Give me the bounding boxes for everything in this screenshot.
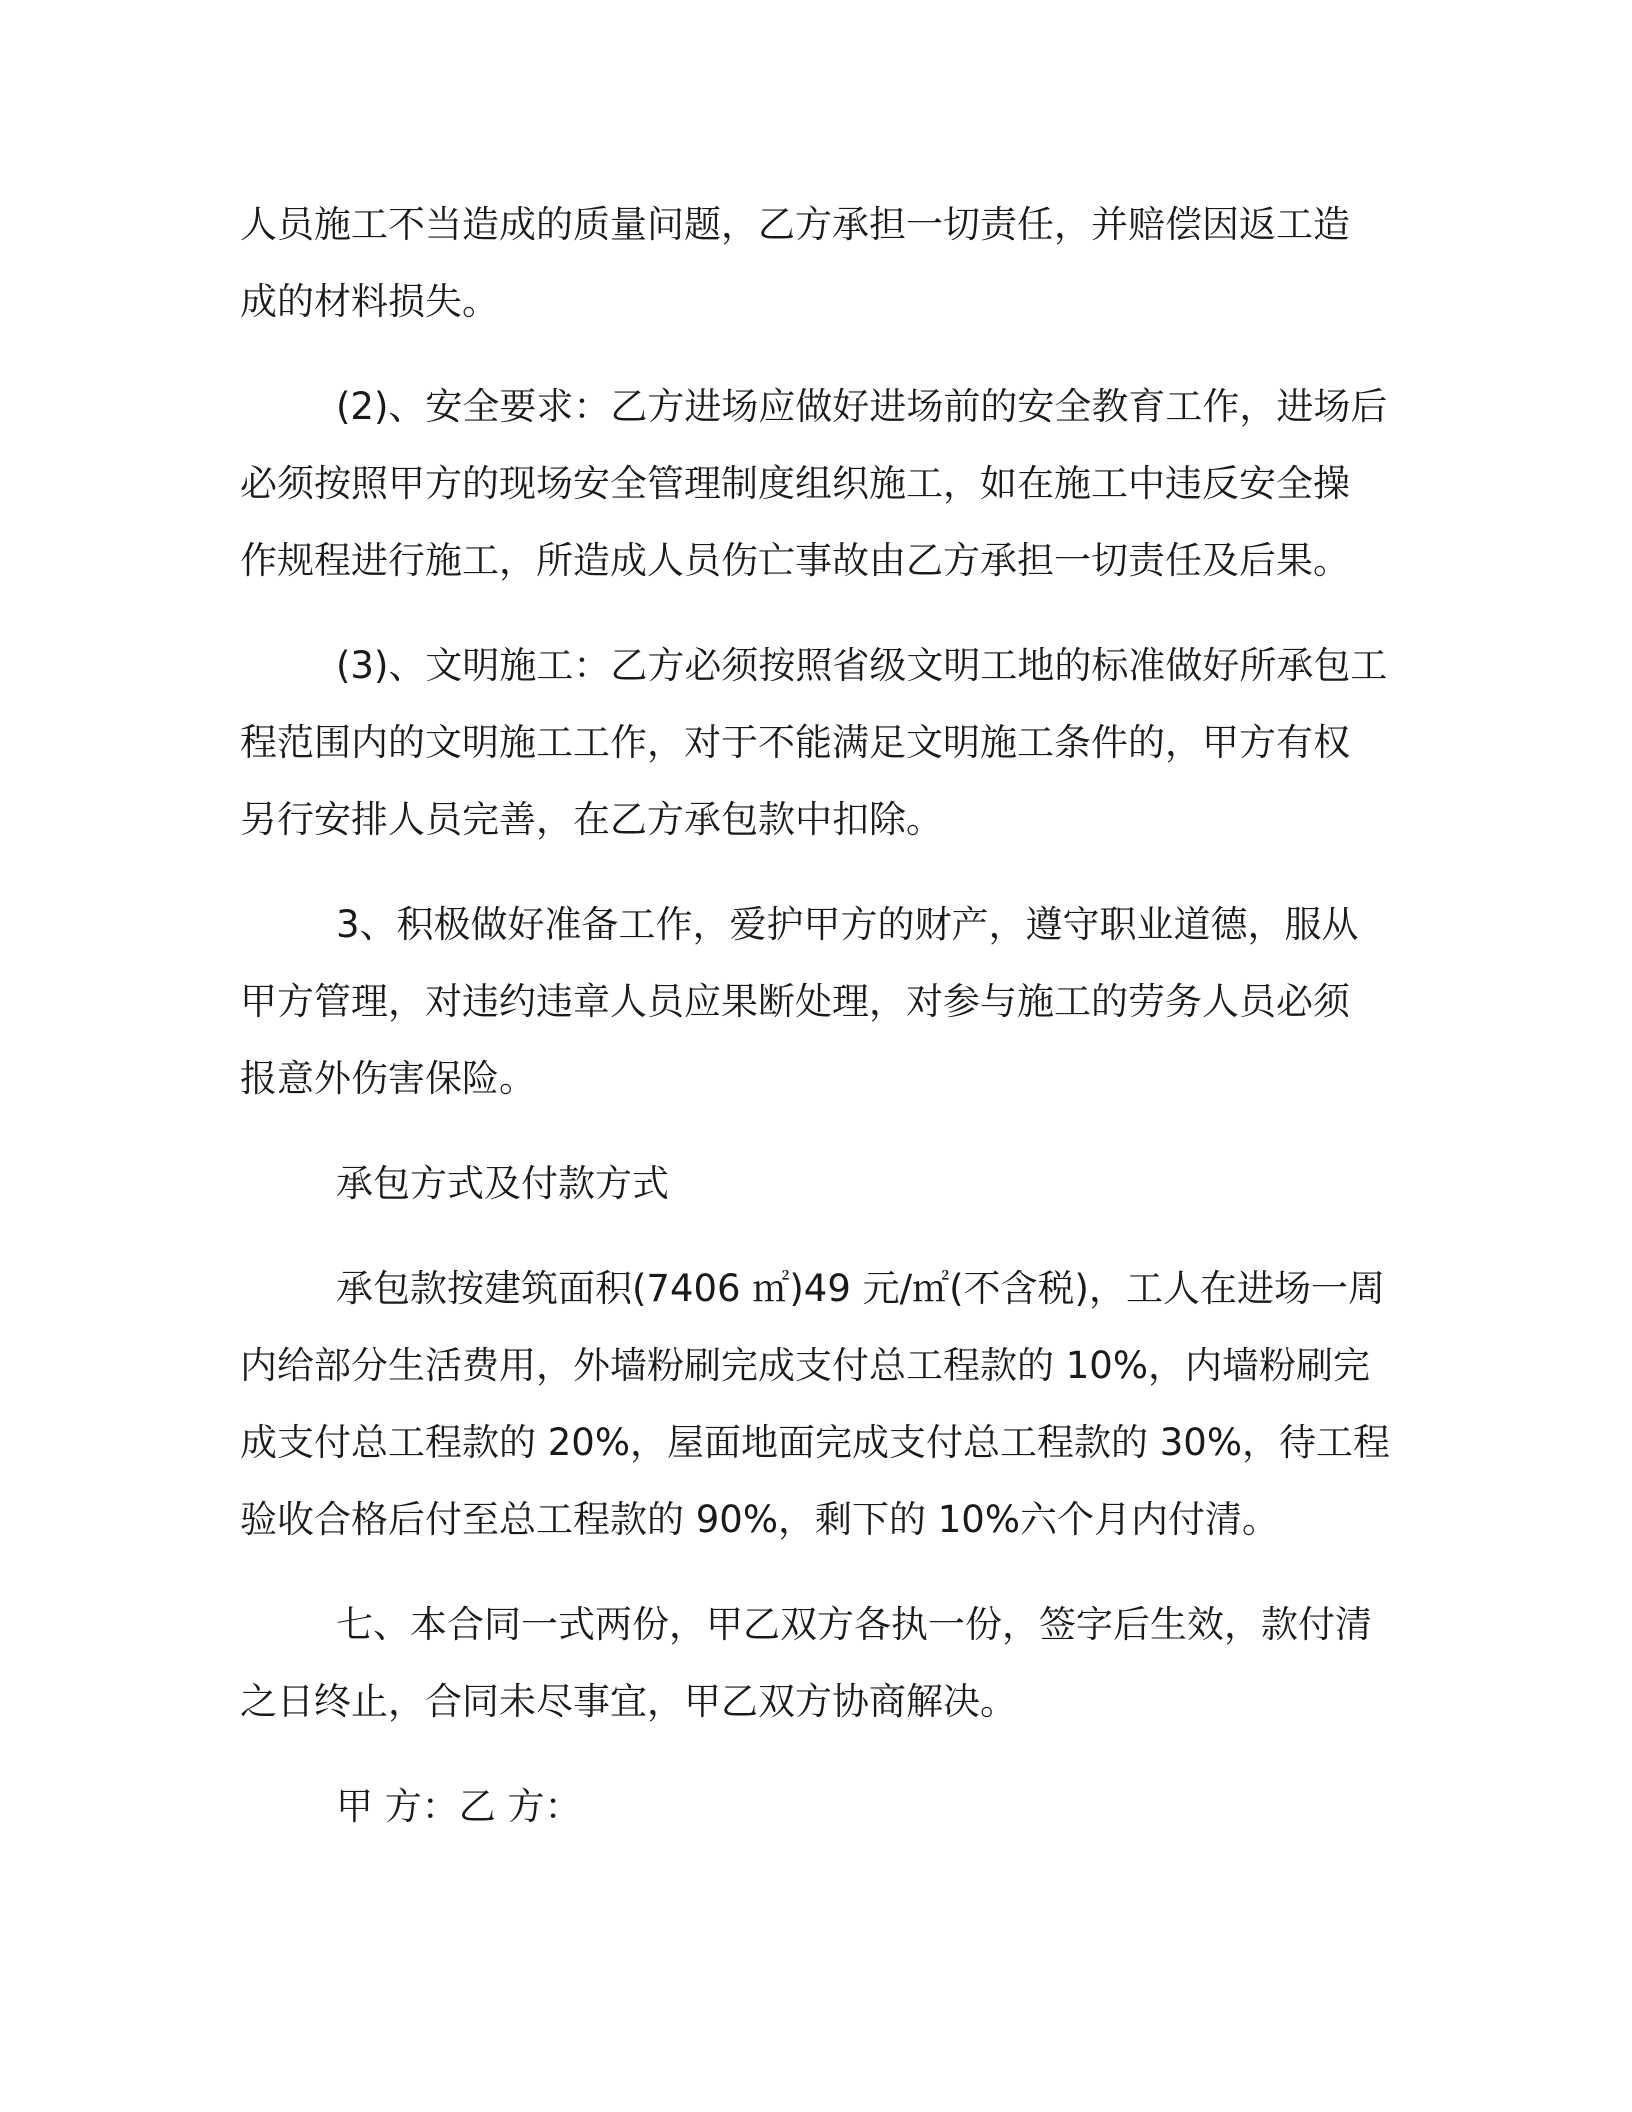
text-line: 内给部分生活费用，外墙粉刷完成支付总工程款的 10%，内墙粉刷完: [240, 1344, 1370, 1387]
party-b-label: 乙 方：: [458, 1785, 582, 1828]
paragraph-clause-seven: [240, 1586, 1400, 1740]
text-line: (3)、文明施工：乙方必须按照省级文明工地的标准做好所承包工: [336, 644, 1388, 687]
paragraph-payment-terms: [240, 1250, 1400, 1558]
text-line: (2)、安全要求：乙方进场应做好进场前的安全教育工作，进场后: [336, 385, 1388, 428]
text-line: 另行安排人员完善，在乙方承包款中扣除。: [240, 798, 943, 841]
paragraph-safety-requirements: [240, 368, 1400, 599]
signature-line: [240, 1768, 1400, 1845]
signature-labels: [240, 1768, 1400, 1845]
text-line: 报意外伤害保险。: [240, 1057, 536, 1100]
party-a-label: 甲 方：: [336, 1785, 459, 1828]
text-line: 成支付总工程款的 20%，屋面地面完成支付总工程款的 30%，待工程: [240, 1421, 1390, 1464]
text-line: 必须按照甲方的现场安全管理制度组织施工，如在施工中违反安全操: [240, 462, 1350, 505]
text-line: 3、积极做好准备工作，爱护甲方的财产，遵守职业道德，服从: [336, 903, 1359, 946]
text-line: 之日终止，合同未尽事宜，甲乙双方协商解决。: [240, 1680, 1017, 1723]
text-line: 甲方管理，对违约违章人员应果断处理，对参与施工的劳务人员必须: [240, 980, 1350, 1023]
heading-text: 承包方式及付款方式: [336, 1162, 669, 1205]
document-body: [240, 186, 1400, 1873]
text-line: 程范围内的文明施工工作，对于不能满足文明施工条件的，甲方有权: [240, 721, 1350, 764]
text-line: 验收合格后付至总工程款的 90%，剩下的 10%六个月内付清。: [240, 1498, 1279, 1541]
paragraph-preparation: [240, 886, 1400, 1117]
text-line: 七、本合同一式两份，甲乙双方各执一份，签字后生效，款付清: [336, 1603, 1372, 1646]
paragraph-civilized-construction: [240, 627, 1400, 858]
text-line: 成的材料损失。: [240, 280, 499, 323]
text-line: 作规程进行施工，所造成人员伤亡事故由乙方承担一切责任及后果。: [240, 539, 1350, 582]
text-line: 人员施工不当造成的质量问题，乙方承担一切责任，并赔偿因返工造: [240, 203, 1350, 246]
paragraph-quality-continued: [240, 186, 1400, 340]
text-line: 承包款按建筑面积(7406 ㎡)49 元/㎡(不含税)，工人在进场一周: [336, 1267, 1385, 1310]
section-heading-payment-method: [240, 1145, 1400, 1222]
